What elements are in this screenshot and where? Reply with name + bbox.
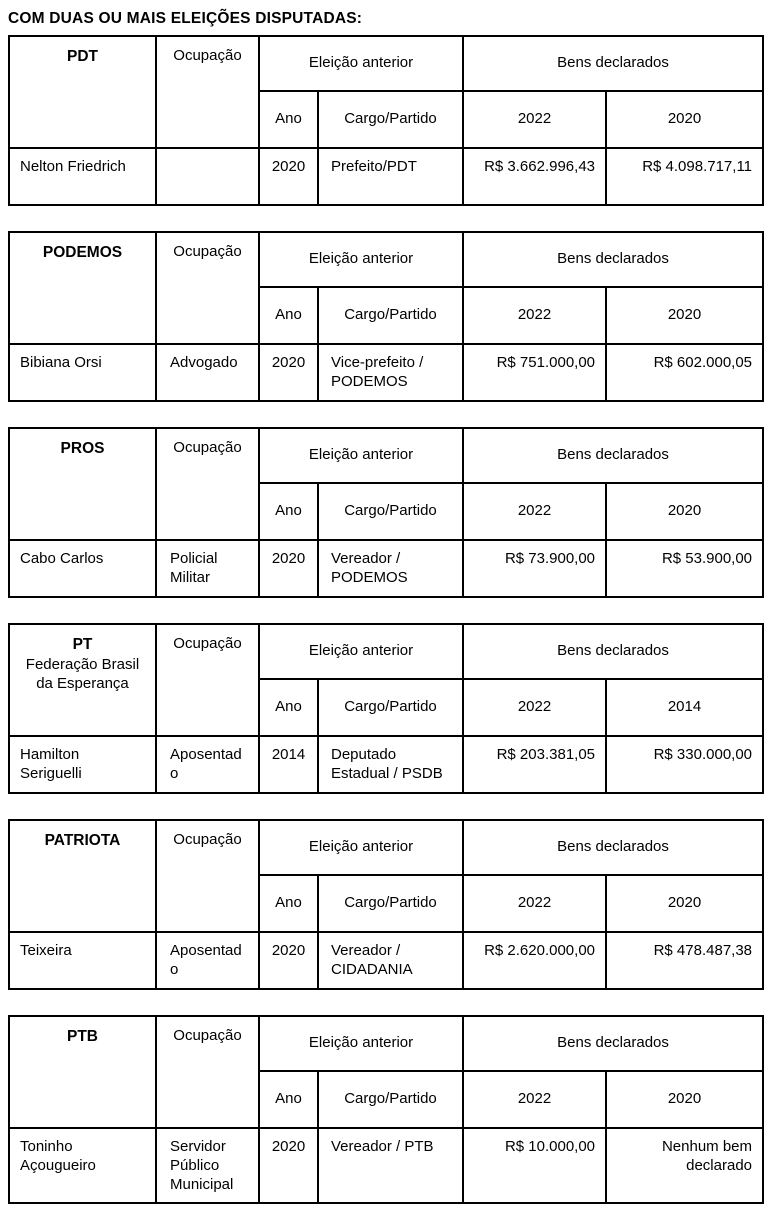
office-party-cell: Deputado Estadual / PSDB (318, 736, 463, 793)
party-table (8, 819, 764, 990)
candidate-name-cell: Nelton Friedrich (9, 148, 156, 205)
assets-value-2-cell: R$ 478.487,38 (606, 932, 763, 989)
declared-assets-header-cell: Bens declarados (463, 820, 763, 875)
declared-assets-header-cell: Bens declarados (463, 232, 763, 287)
assets-year-1-header-cell: 2022 (463, 483, 606, 540)
occupation-header-cell: Ocupação (156, 232, 259, 344)
election-year-cell: 2014 (259, 736, 318, 793)
candidate-occupation-cell: Advogado (156, 344, 259, 401)
header-row-1 (9, 36, 763, 91)
occupation-header-cell: Ocupação (156, 1016, 259, 1128)
party-header-cell (9, 36, 156, 148)
assets-year-1-header-cell: 2022 (463, 91, 606, 148)
assets-year-2-header-cell: 2020 (606, 1071, 763, 1128)
office-party-cell: Vereador / PODEMOS (318, 540, 463, 597)
candidate-occupation-cell: Aposentado (156, 736, 259, 793)
candidate-occupation-cell: Aposentado (156, 932, 259, 989)
election-year-cell: 2020 (259, 932, 318, 989)
assets-value-2-cell: R$ 4.098.717,11 (606, 148, 763, 205)
party-header-cell (9, 624, 156, 736)
office-party-cell: Vereador / PTB (318, 1128, 463, 1203)
assets-year-2-header-cell: 2014 (606, 679, 763, 736)
year-header-cell: Ano (259, 875, 318, 932)
assets-value-1-cell: R$ 2.620.000,00 (463, 932, 606, 989)
candidate-occupation-cell: Servidor Público Municipal (156, 1128, 259, 1203)
assets-year-2-header-cell: 2020 (606, 287, 763, 344)
party-name: PROS (60, 440, 105, 457)
office-party-cell: Vice-prefeito / PODEMOS (318, 344, 463, 401)
previous-election-header-cell: Eleição anterior (259, 232, 463, 287)
assets-year-1-header-cell: 2022 (463, 1071, 606, 1128)
party-name: PODEMOS (42, 244, 123, 261)
header-row-1 (9, 232, 763, 287)
candidate-row (9, 1128, 763, 1203)
office-party-header-cell: Cargo/Partido (318, 287, 463, 344)
assets-value-1-cell: R$ 73.900,00 (463, 540, 606, 597)
year-header-cell: Ano (259, 483, 318, 540)
election-year-cell: 2020 (259, 344, 318, 401)
candidate-name-cell: Teixeira (9, 932, 156, 989)
year-header-cell: Ano (259, 287, 318, 344)
previous-election-header-cell: Eleição anterior (259, 428, 463, 483)
header-row-1 (9, 1016, 763, 1071)
party-header-cell (9, 428, 156, 540)
year-header-cell: Ano (259, 91, 318, 148)
previous-election-header-cell: Eleição anterior (259, 624, 463, 679)
party-table (8, 35, 764, 206)
candidate-name-cell: Cabo Carlos (9, 540, 156, 597)
office-party-cell: Prefeito/PDT (318, 148, 463, 205)
year-header-cell: Ano (259, 679, 318, 736)
assets-year-1-header-cell: 2022 (463, 875, 606, 932)
party-header-cell (9, 232, 156, 344)
candidate-name-cell: Bibiana Orsi (9, 344, 156, 401)
declared-assets-header-cell: Bens declarados (463, 1016, 763, 1071)
year-header-cell: Ano (259, 1071, 318, 1128)
party-table (8, 1015, 764, 1204)
occupation-header-cell: Ocupação (156, 36, 259, 148)
party-name: PDT (67, 48, 98, 65)
party-name: PATRIOTA (44, 832, 121, 849)
party-header-cell (9, 1016, 156, 1128)
party-tables-container (8, 35, 762, 1204)
office-party-cell: Vereador / CIDADANIA (318, 932, 463, 989)
candidate-occupation-cell (156, 148, 259, 205)
candidate-occupation-cell: Policial Militar (156, 540, 259, 597)
previous-election-header-cell: Eleição anterior (259, 36, 463, 91)
previous-election-header-cell: Eleição anterior (259, 1016, 463, 1071)
assets-value-2-cell: Nenhum bem declarado (606, 1128, 763, 1203)
declared-assets-header-cell: Bens declarados (463, 624, 763, 679)
occupation-header-cell: Ocupação (156, 428, 259, 540)
office-party-header-cell: Cargo/Partido (318, 1071, 463, 1128)
office-party-header-cell: Cargo/Partido (318, 875, 463, 932)
declared-assets-header-cell: Bens declarados (463, 36, 763, 91)
assets-year-2-header-cell: 2020 (606, 91, 763, 148)
assets-year-2-header-cell: 2020 (606, 483, 763, 540)
header-row-1 (9, 820, 763, 875)
party-name: PT (72, 636, 93, 653)
candidate-row (9, 148, 763, 205)
assets-year-1-header-cell: 2022 (463, 287, 606, 344)
assets-value-1-cell: R$ 3.662.996,43 (463, 148, 606, 205)
assets-year-2-header-cell: 2020 (606, 875, 763, 932)
candidate-row (9, 736, 763, 793)
assets-value-1-cell: R$ 10.000,00 (463, 1128, 606, 1203)
candidate-row (9, 540, 763, 597)
occupation-header-cell: Ocupação (156, 624, 259, 736)
candidate-row (9, 932, 763, 989)
office-party-header-cell: Cargo/Partido (318, 91, 463, 148)
assets-value-2-cell: R$ 602.000,05 (606, 344, 763, 401)
header-row-1 (9, 428, 763, 483)
office-party-header-cell: Cargo/Partido (318, 483, 463, 540)
header-row-1 (9, 624, 763, 679)
election-year-cell: 2020 (259, 148, 318, 205)
assets-year-1-header-cell: 2022 (463, 679, 606, 736)
party-table (8, 623, 764, 794)
office-party-header-cell: Cargo/Partido (318, 679, 463, 736)
candidate-name-cell: Hamilton Seriguelli (9, 736, 156, 793)
party-table (8, 231, 764, 402)
candidate-row (9, 344, 763, 401)
declared-assets-header-cell: Bens declarados (463, 428, 763, 483)
page-title: COM DUAS OU MAIS ELEIÇÕES DISPUTADAS: (8, 10, 363, 27)
assets-value-1-cell: R$ 751.000,00 (463, 344, 606, 401)
party-federation-note: Federação Brasil da Esperança (25, 656, 140, 693)
party-header-cell (9, 820, 156, 932)
candidate-name-cell: Toninho Açougueiro (9, 1128, 156, 1203)
party-table (8, 427, 764, 598)
assets-value-2-cell: R$ 330.000,00 (606, 736, 763, 793)
occupation-header-cell: Ocupação (156, 820, 259, 932)
assets-value-2-cell: R$ 53.900,00 (606, 540, 763, 597)
election-year-cell: 2020 (259, 540, 318, 597)
election-year-cell: 2020 (259, 1128, 318, 1203)
previous-election-header-cell: Eleição anterior (259, 820, 463, 875)
assets-value-1-cell: R$ 203.381,05 (463, 736, 606, 793)
party-name: PTB (67, 1028, 98, 1045)
